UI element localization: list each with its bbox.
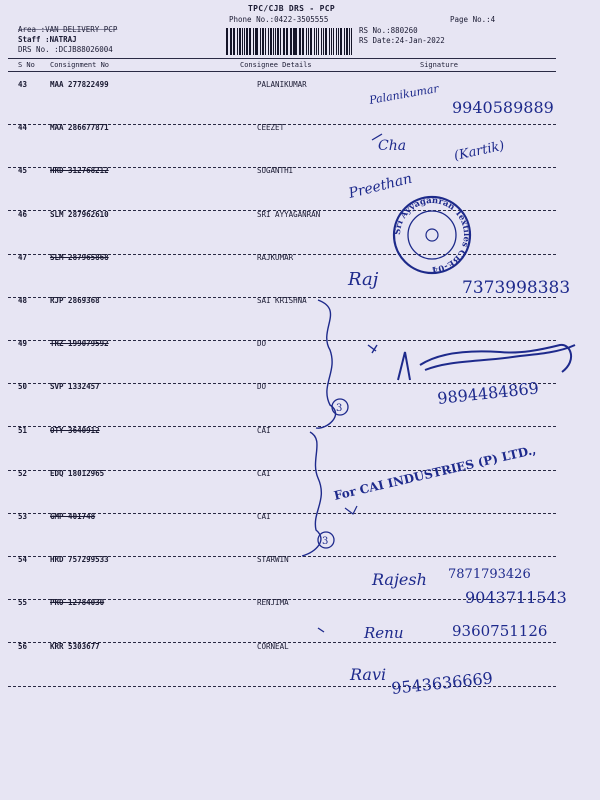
barcode-bar [306, 28, 308, 55]
barcode-bar [338, 28, 339, 55]
row-consignment-number: OTY 3640912 [50, 425, 100, 435]
group-brace-2 [302, 432, 321, 556]
barcode-bar [314, 28, 315, 55]
sheet-title: TPC/CJB DRS - PCP [248, 4, 335, 13]
barcode-bar [349, 28, 350, 55]
phone-56: 9543636669 [390, 668, 494, 698]
column-header-sno: S No [18, 61, 35, 69]
row-consignment-number: TRZ 199079592 [50, 339, 109, 349]
row-consignment-number: HRD 757299533 [50, 555, 109, 565]
barcode-bar [249, 28, 251, 55]
barcode-bar [237, 28, 238, 55]
barcode-bar [318, 28, 320, 55]
phone-number: Phone No.:0422-3505555 [229, 15, 329, 24]
row-serial-number: 46 [18, 209, 28, 219]
row-consignee-name: PALANIKUMAR [257, 80, 307, 89]
barcode-bar [331, 28, 332, 55]
row-consignee-name: CAI [257, 468, 271, 478]
barcode-bar [299, 28, 300, 55]
row-consignee-name: DO [257, 339, 267, 349]
row-consignment-number: PRO 12784030 [50, 598, 105, 608]
phone-43: 9940589889 [452, 98, 554, 117]
row-consignee-name: CAI [257, 425, 271, 435]
phone-47: 7373998383 [462, 278, 571, 298]
barcode-bar [340, 28, 342, 55]
barcode-bar [300, 28, 301, 55]
barcode-bar [270, 28, 272, 55]
barcode-bar [256, 28, 258, 55]
barcode-bar [265, 28, 266, 55]
barcode-bar [244, 28, 245, 55]
barcode-bar [286, 28, 287, 55]
barcode-bar [239, 28, 241, 55]
barcode-bar [246, 28, 248, 55]
row-serial-number: 52 [18, 468, 28, 478]
barcode-bar [226, 28, 228, 55]
row-serial-number: 47 [18, 252, 28, 262]
row-serial-number: 49 [18, 339, 28, 349]
barcode-bar [280, 28, 281, 55]
company-seal [393, 196, 471, 274]
row-consignee-name: CEEZET [257, 123, 285, 133]
barcode-bar [344, 28, 345, 55]
row-serial-number: 54 [18, 555, 28, 565]
signature-43: Palanikumar [368, 81, 440, 107]
column-header-consignment: Consignment No [50, 61, 110, 69]
barcode-bar [273, 28, 274, 55]
phone-54a: 7871793426 [448, 567, 531, 582]
barcode-bar [283, 28, 285, 55]
barcode-bar [351, 28, 352, 55]
page-number: Page No.:4 [450, 15, 496, 24]
phone-54b: 9043711543 [465, 588, 567, 607]
row-consignment-number: SLM 287965868 [50, 252, 109, 262]
row-consignee-name: STARWIN [257, 555, 289, 565]
row-consignment-number: RJP 2869368 [50, 296, 100, 305]
row-consignee-name: SAI KRISHNA [257, 296, 307, 305]
row-serial-number: 53 [18, 512, 28, 521]
group-count-2: 3 [322, 536, 329, 547]
barcode-bar [268, 28, 270, 55]
row-consignee-name: SUGANTHI [257, 166, 294, 176]
barcode-bar [277, 28, 279, 55]
company-stamp: For CAI INDUSTRIES (P) LTD., [332, 442, 538, 503]
barcode-bar [336, 28, 338, 55]
row-serial-number: 50 [18, 382, 28, 392]
barcode-bar [290, 28, 292, 55]
group-brace-1 [316, 300, 336, 428]
barcode-bar [253, 28, 254, 55]
signature-44: Cha [378, 138, 407, 154]
row-consignee-name: CAI [257, 512, 271, 521]
note-44: (Kartik) [452, 138, 506, 164]
drs-number: DRS No. :DCJB88026004 [18, 45, 113, 54]
row-separator [8, 686, 556, 687]
barcode-bar [230, 28, 231, 55]
header-rule-top [8, 58, 556, 59]
barcode-bar [262, 28, 264, 55]
row-consignment-number: GMP 401748 [50, 512, 96, 521]
barcode-bar [329, 28, 331, 55]
header-rule-bottom [8, 71, 556, 72]
area-label: Area :VAN DELIVERY PCP [18, 25, 118, 34]
signature-45: Preethan [347, 170, 414, 202]
row-consignment-number: SLM 287962610 [50, 209, 109, 219]
row-consignment-number: HRD 312768212 [50, 166, 109, 176]
signature-55: Renu [364, 624, 404, 642]
barcode-bar [302, 28, 304, 55]
barcode-bar [308, 28, 309, 55]
row-serial-number: 43 [18, 80, 28, 89]
row-serial-number: 45 [18, 166, 28, 176]
barcode-bar [242, 28, 243, 55]
barcode-bar [316, 28, 317, 55]
barcode-bar [321, 28, 322, 55]
phone-49-50: 9894484869 [436, 378, 540, 408]
barcode-bar [310, 28, 312, 55]
row-consignment-number: MAA 286677871 [50, 123, 109, 133]
svg-text:Sri Ayyaganran Textiles CBE-04 [393, 196, 471, 274]
group-count-1: 3 [336, 403, 343, 414]
barcode-bar [294, 28, 296, 55]
row-serial-number: 55 [18, 598, 28, 608]
barcode-bar [260, 28, 261, 55]
barcode-image [226, 28, 353, 55]
column-header-signature: Signature [420, 61, 458, 69]
row-consignee-name: DO [257, 382, 267, 392]
row-serial-number: 51 [18, 425, 28, 435]
row-serial-number: 48 [18, 296, 28, 305]
rs-date: RS Date:24-Jan-2022 [359, 36, 445, 45]
barcode-bar [333, 28, 334, 55]
signature-49 [398, 345, 575, 380]
barcode-bar [287, 28, 288, 55]
row-consignment-number: SVP 1332457 [50, 382, 100, 392]
signature-54: Rajesh [372, 570, 427, 589]
barcode-bar [231, 28, 232, 55]
barcode-bar [293, 28, 294, 55]
row-consignee-name: RENJIMA [257, 598, 289, 608]
row-consignment-number: MAA 277822499 [50, 80, 109, 89]
barcode-bar [255, 28, 256, 55]
signature-47: Raj [348, 269, 379, 290]
staff-label: Staff :NATRAJ [18, 35, 77, 44]
row-consignment-number: EDQ 18012965 [50, 468, 105, 478]
row-consignee-name: CORNEAL [257, 641, 289, 651]
signature-56: Ravi [350, 665, 387, 684]
column-header-consignee: Consignee Details [240, 61, 312, 69]
barcode-bar [346, 28, 348, 55]
rs-number: RS No.:880260 [359, 26, 418, 35]
barcode-bar [275, 28, 276, 55]
row-serial-number: 56 [18, 641, 28, 651]
seal-text: Sri Ayyaganran Textiles CBE-04 [392, 195, 472, 275]
phone-55: 9360751126 [452, 622, 548, 640]
row-serial-number: 44 [18, 123, 28, 133]
row-consignee-name: SRI AYYAGANRAN [257, 209, 321, 219]
row-consignment-number: KRR 5303677 [50, 641, 100, 651]
barcode-bar [233, 28, 235, 55]
row-consignee-name: RAJKUMAR [257, 252, 294, 262]
barcode-bar [323, 28, 324, 55]
barcode-bar [325, 28, 327, 55]
